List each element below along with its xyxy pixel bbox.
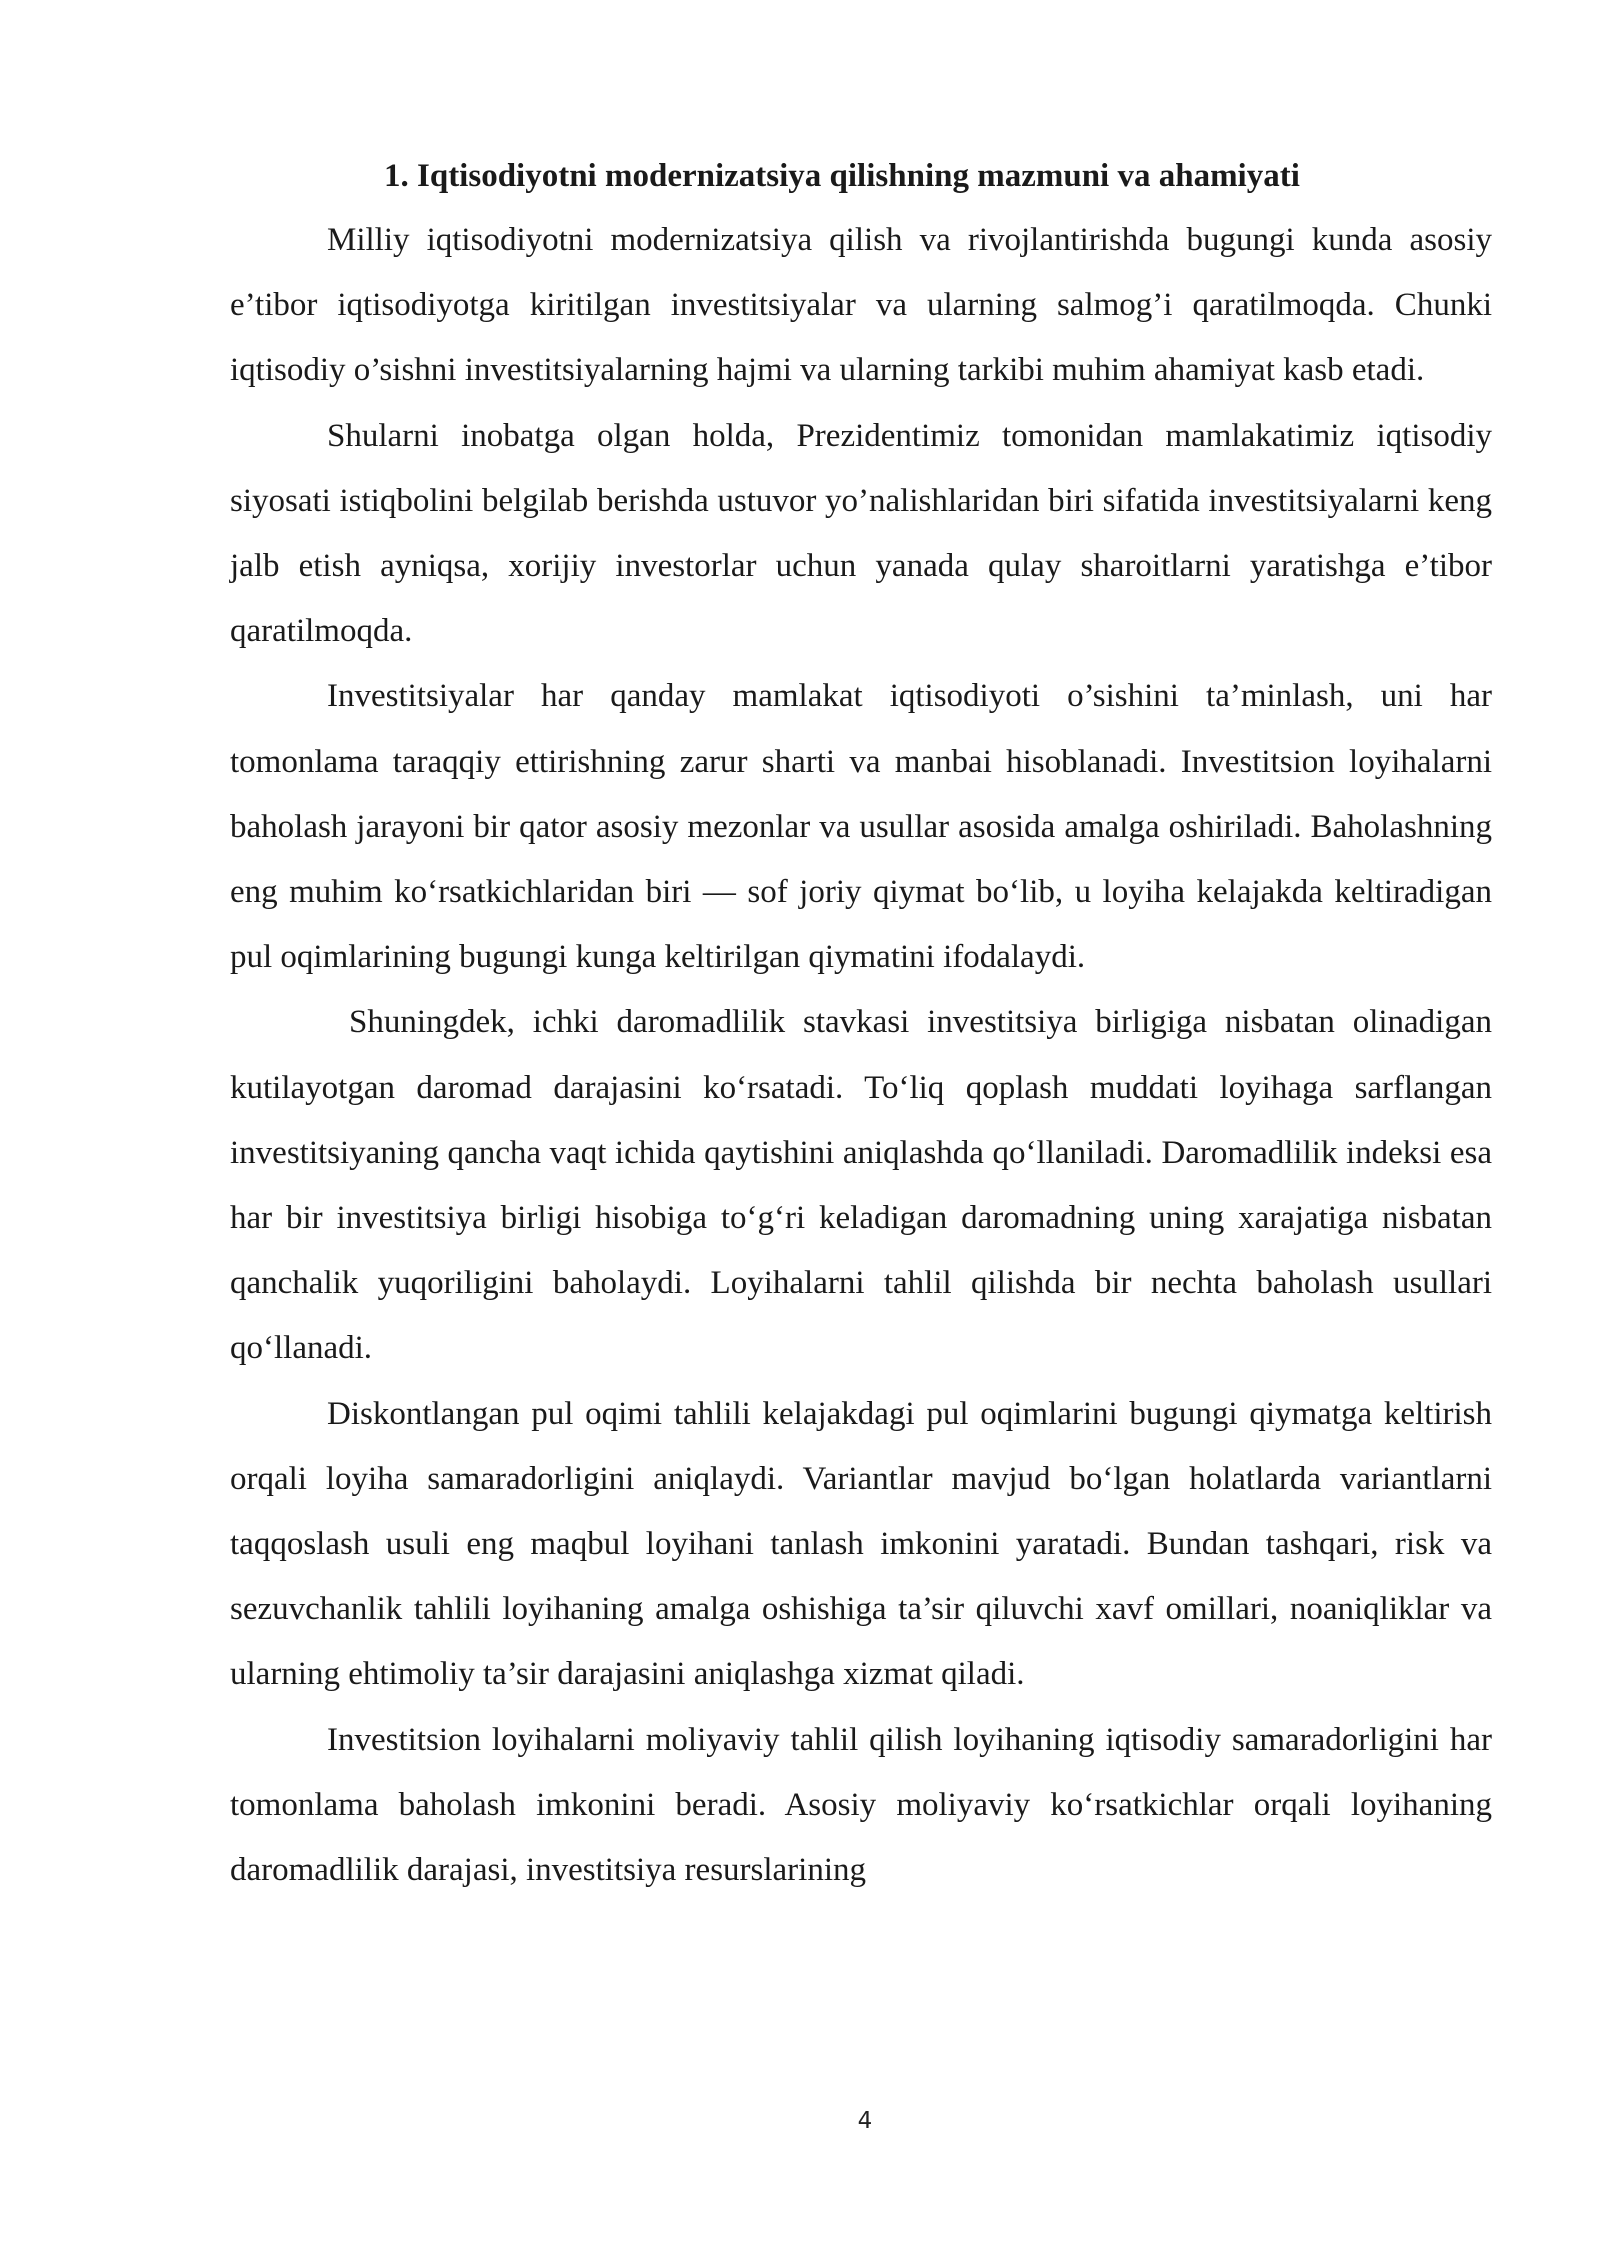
section-heading: 1. Iqtisodiyotni modernizatsiya qilishning mazmuni va ahamiyati <box>384 158 1300 194</box>
page-number: 4 <box>857 2108 873 2134</box>
paragraph-2: Shularni inobatga olgan holda, Prezidentimiz tomonidan mamlakatimiz iqtisodiy siyosati istiqbolini belgilab berishda ustuvor yo’nalishlaridan biri sifatida investitsiyalarni keng jalb etish ayniqsa, xorijiy investorlar uchun yanada qulay sharoitlarni yaratishga e’tibor qaratilmoqda. <box>230 417 1492 650</box>
paragraph-4: Shuningdek, ichki daromadlilik stavkasi investitsiya birligiga nisbatan olinadigan kutilayotgan daromad darajasini ko‘rsatadi. To‘liq qoplash muddati loyihaga sarflangan investitsiyaning qancha vaqt ichida qaytishini aniqlashda qo‘llaniladi. Daromadlilik indeksi esa har bir investitsiya birligi hisobiga to‘g‘ri keladigan daromadning uning xarajatiga nisbatan qanchalik yuqoriligini baholaydi. Loyihalarni tahlil qilishda bir nechta baholash usullari qo‘llanadi. <box>230 1004 1492 1367</box>
paragraph-6: Investitsion loyihalarni moliyaviy tahlil qilish loyihaning iqtisodiy samaradorligini har tomonlama baholash imkonini beradi. Asosiy moliyaviy ko‘rsatkichlar orqali loyihaning daromadlilik darajasi, investitsiya resurslarining <box>230 1721 1492 1889</box>
paragraph-1: Milliy iqtisodiyotni modernizatsiya qilish va rivojlantirishda bugungi kunda asosiy e’tibor iqtisodiyotga kiritilgan investitsiyalar va ularning salmog’i qaratilmoqda. Chunki iqtisodiy o’sishni investitsiyalarning hajmi va ularning tarkibi muhim ahamiyat kasb etadi. <box>230 222 1492 389</box>
paragraph-5: Diskontlangan pul oqimi tahlili kelajakdagi pul oqimlarini bugungi qiymatga keltirish orqali loyiha samaradorligini aniqlaydi. Variantlar mavjud bo‘lgan holatlarda variantlarni taqqoslash usuli eng maqbul loyihani tanlash imkonini yaratadi. Bundan tashqari, risk va sezuvchanlik tahlili loyihaning amalga oshishiga ta’sir qiluvchi xavf omillari, noaniqliklar va ularning ehtimoliy ta’sir darajasini aniqlashga xizmat qiladi. <box>230 1395 1492 1693</box>
page-content <box>230 150 1492 1903</box>
paragraph-3: Investitsiyalar har qanday mamlakat iqtisodiyoti o’sishini ta’minlash, uni har tomonlama taraqqiy ettirishning zarur sharti va manbai hisoblanadi. Investitsion loyihalarni baholash jarayoni bir qator asosiy mezonlar va usullar asosida amalga oshiriladi. Baholashning eng muhim ko‘rsatkichlaridan biri — sof joriy qiymat bo‘lib, u loyiha kelajakda keltiradigan pul oqimlarining bugungi kunga keltirilgan qiymatini ifodalaydi. <box>230 678 1492 976</box>
